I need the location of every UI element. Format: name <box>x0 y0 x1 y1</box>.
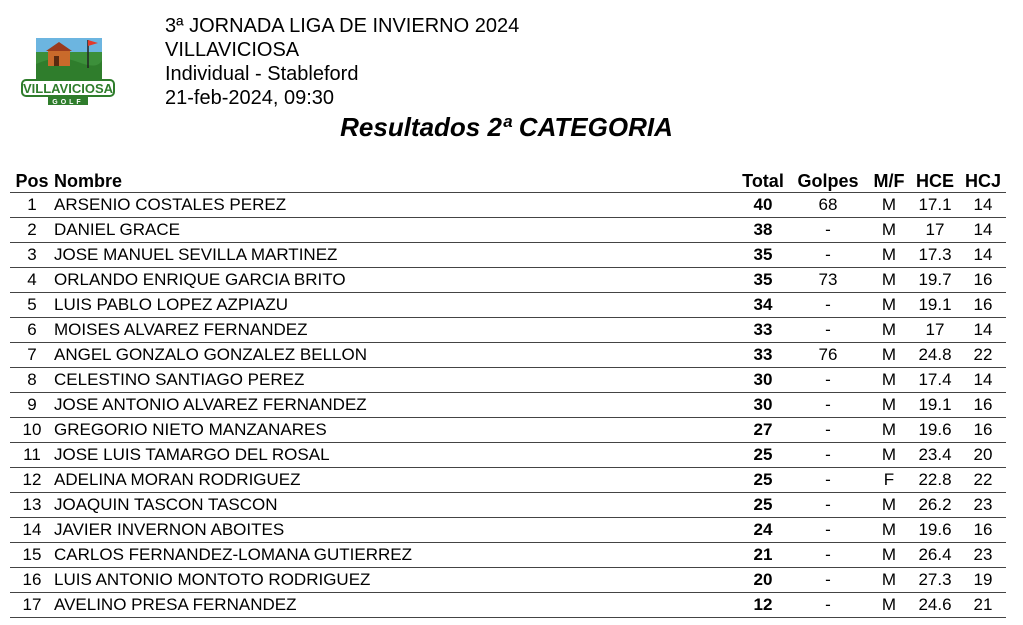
villaviciosa-logo-icon <box>18 34 118 106</box>
cell-hce: 27.3 <box>910 568 960 593</box>
tournament-name: 3ª JORNADA LIGA DE INVIERNO 2024 <box>165 15 520 37</box>
cell-name: CARLOS FERNANDEZ-LOMANA GUTIERREZ <box>54 543 738 568</box>
cell-golpes: - <box>788 243 868 268</box>
cell-name: GREGORIO NIETO MANZANARES <box>54 418 738 443</box>
cell-hcj: 16 <box>960 393 1006 418</box>
cell-name: ORLANDO ENRIQUE GARCIA BRITO <box>54 268 738 293</box>
table-row <box>10 293 1006 318</box>
cell-hcj: 14 <box>960 243 1006 268</box>
cell-hce: 19.7 <box>910 268 960 293</box>
cell-pos: 7 <box>10 343 54 368</box>
cell-hcj: 19 <box>960 568 1006 593</box>
tournament-header <box>165 14 519 110</box>
cell-name: ANGEL GONZALO GONZALEZ BELLON <box>54 343 738 368</box>
cell-hcj: 21 <box>960 593 1006 618</box>
cell-mf: M <box>868 293 910 318</box>
cell-name: ARSENIO COSTALES PEREZ <box>54 193 738 218</box>
cell-name: JOSE LUIS TAMARGO DEL ROSAL <box>54 443 738 468</box>
table-row <box>10 418 1006 443</box>
cell-hce: 19.6 <box>910 518 960 543</box>
cell-golpes: - <box>788 318 868 343</box>
cell-golpes: - <box>788 443 868 468</box>
cell-mf: M <box>868 418 910 443</box>
cell-hce: 24.8 <box>910 343 960 368</box>
table-row <box>10 443 1006 468</box>
cell-mf: F <box>868 468 910 493</box>
cell-golpes: - <box>788 593 868 618</box>
cell-total: 12 <box>738 593 788 618</box>
cell-mf: M <box>868 568 910 593</box>
cell-hcj: 14 <box>960 218 1006 243</box>
logo-subtext: GOLF <box>52 99 84 106</box>
cell-mf: M <box>868 243 910 268</box>
cell-mf: M <box>868 593 910 618</box>
cell-mf: M <box>868 368 910 393</box>
cell-hcj: 22 <box>960 343 1006 368</box>
cell-pos: 14 <box>10 518 54 543</box>
table-row <box>10 343 1006 368</box>
cell-pos: 16 <box>10 568 54 593</box>
table-row <box>10 193 1006 218</box>
cell-total: 33 <box>738 343 788 368</box>
column-header-golpes: Golpes <box>797 170 859 191</box>
tournament-date: 21-feb-2024, 09:30 <box>165 87 335 109</box>
cell-total: 20 <box>738 568 788 593</box>
cell-total: 25 <box>738 468 788 493</box>
cell-mf: M <box>868 318 910 343</box>
cell-hce: 23.4 <box>910 443 960 468</box>
table-row <box>10 393 1006 418</box>
cell-golpes: - <box>788 518 868 543</box>
cell-name: AVELINO PRESA FERNANDEZ <box>54 593 738 618</box>
table-row <box>10 468 1006 493</box>
cell-hce: 19.1 <box>910 293 960 318</box>
cell-hce: 17.1 <box>910 193 960 218</box>
cell-golpes: - <box>788 293 868 318</box>
cell-hcj: 23 <box>960 543 1006 568</box>
cell-hce: 19.1 <box>910 393 960 418</box>
cell-golpes: - <box>788 493 868 518</box>
cell-hce: 17 <box>910 218 960 243</box>
cell-golpes: - <box>788 368 868 393</box>
table-row <box>10 518 1006 543</box>
cell-mf: M <box>868 493 910 518</box>
cell-pos: 8 <box>10 368 54 393</box>
cell-name: DANIEL GRACE <box>54 218 738 243</box>
cell-total: 30 <box>738 368 788 393</box>
cell-total: 25 <box>738 443 788 468</box>
cell-pos: 10 <box>10 418 54 443</box>
cell-hce: 17 <box>910 318 960 343</box>
cell-golpes: - <box>788 468 868 493</box>
table-row <box>10 593 1006 618</box>
cell-pos: 3 <box>10 243 54 268</box>
cell-total: 27 <box>738 418 788 443</box>
cell-hcj: 20 <box>960 443 1006 468</box>
cell-total: 30 <box>738 393 788 418</box>
cell-hce: 24.6 <box>910 593 960 618</box>
club-logo <box>18 34 118 106</box>
column-header-hcj: HCJ <box>964 170 1001 191</box>
cell-name: ADELINA MORAN RODRIGUEZ <box>54 468 738 493</box>
cell-name: LUIS ANTONIO MONTOTO RODRIGUEZ <box>54 568 738 593</box>
page-title: Resultados 2ª CATEGORIA <box>340 112 673 142</box>
cell-pos: 11 <box>10 443 54 468</box>
cell-total: 33 <box>738 318 788 343</box>
table-row <box>10 268 1006 293</box>
game-format: Individual - Stableford <box>165 63 359 85</box>
results-table <box>10 170 1006 618</box>
cell-total: 25 <box>738 493 788 518</box>
cell-name: CELESTINO SANTIAGO PEREZ <box>54 368 738 393</box>
column-header-pos: Pos <box>15 170 49 191</box>
cell-hce: 26.2 <box>910 493 960 518</box>
cell-pos: 13 <box>10 493 54 518</box>
cell-mf: M <box>868 518 910 543</box>
cell-pos: 15 <box>10 543 54 568</box>
cell-total: 34 <box>738 293 788 318</box>
cell-hce: 17.3 <box>910 243 960 268</box>
cell-hce: 22.8 <box>910 468 960 493</box>
cell-name: JOSE ANTONIO ALVAREZ FERNANDEZ <box>54 393 738 418</box>
cell-hcj: 16 <box>960 518 1006 543</box>
cell-pos: 9 <box>10 393 54 418</box>
cell-total: 40 <box>738 193 788 218</box>
cell-hcj: 22 <box>960 468 1006 493</box>
cell-total: 38 <box>738 218 788 243</box>
cell-hcj: 14 <box>960 318 1006 343</box>
cell-golpes: - <box>788 543 868 568</box>
cell-mf: M <box>868 393 910 418</box>
table-row <box>10 368 1006 393</box>
cell-hcj: 16 <box>960 293 1006 318</box>
table-row <box>10 568 1006 593</box>
table-row <box>10 493 1006 518</box>
cell-name: JAVIER INVERNON ABOITES <box>54 518 738 543</box>
table-row <box>10 318 1006 343</box>
cell-golpes: - <box>788 568 868 593</box>
cell-total: 35 <box>738 243 788 268</box>
cell-pos: 5 <box>10 293 54 318</box>
cell-golpes: 73 <box>788 268 868 293</box>
table-row <box>10 218 1006 243</box>
cell-mf: M <box>868 193 910 218</box>
table-header-row <box>10 170 1006 193</box>
cell-pos: 6 <box>10 318 54 343</box>
logo-text: VILLAVICIOSA <box>22 81 114 96</box>
cell-golpes: 68 <box>788 193 868 218</box>
cell-hcj: 14 <box>960 193 1006 218</box>
cell-hce: 17.4 <box>910 368 960 393</box>
cell-name: JOSE MANUEL SEVILLA MARTINEZ <box>54 243 738 268</box>
cell-mf: M <box>868 543 910 568</box>
cell-pos: 4 <box>10 268 54 293</box>
cell-total: 35 <box>738 268 788 293</box>
club-name: VILLAVICIOSA <box>165 39 300 61</box>
cell-golpes: - <box>788 418 868 443</box>
cell-golpes: 76 <box>788 343 868 368</box>
cell-hce: 19.6 <box>910 418 960 443</box>
cell-hcj: 23 <box>960 493 1006 518</box>
cell-hce: 26.4 <box>910 543 960 568</box>
cell-mf: M <box>868 268 910 293</box>
cell-hcj: 16 <box>960 418 1006 443</box>
cell-pos: 2 <box>10 218 54 243</box>
table-row <box>10 243 1006 268</box>
cell-name: JOAQUIN TASCON TASCON <box>54 493 738 518</box>
cell-hcj: 14 <box>960 368 1006 393</box>
column-header-nombre: Nombre <box>54 170 123 191</box>
cell-pos: 17 <box>10 593 54 618</box>
cell-hcj: 16 <box>960 268 1006 293</box>
column-header-total: Total <box>742 170 784 191</box>
results-body <box>10 193 1006 618</box>
column-header-mf: M/F <box>873 170 905 191</box>
cell-mf: M <box>868 443 910 468</box>
cell-mf: M <box>868 343 910 368</box>
cell-pos: 1 <box>10 193 54 218</box>
cell-name: LUIS PABLO LOPEZ AZPIAZU <box>54 293 738 318</box>
cell-mf: M <box>868 218 910 243</box>
table-row <box>10 543 1006 568</box>
cell-golpes: - <box>788 393 868 418</box>
cell-total: 21 <box>738 543 788 568</box>
cell-total: 24 <box>738 518 788 543</box>
cell-pos: 12 <box>10 468 54 493</box>
cell-name: MOISES ALVAREZ FERNANDEZ <box>54 318 738 343</box>
column-header-hce: HCE <box>915 170 954 191</box>
cell-golpes: - <box>788 218 868 243</box>
